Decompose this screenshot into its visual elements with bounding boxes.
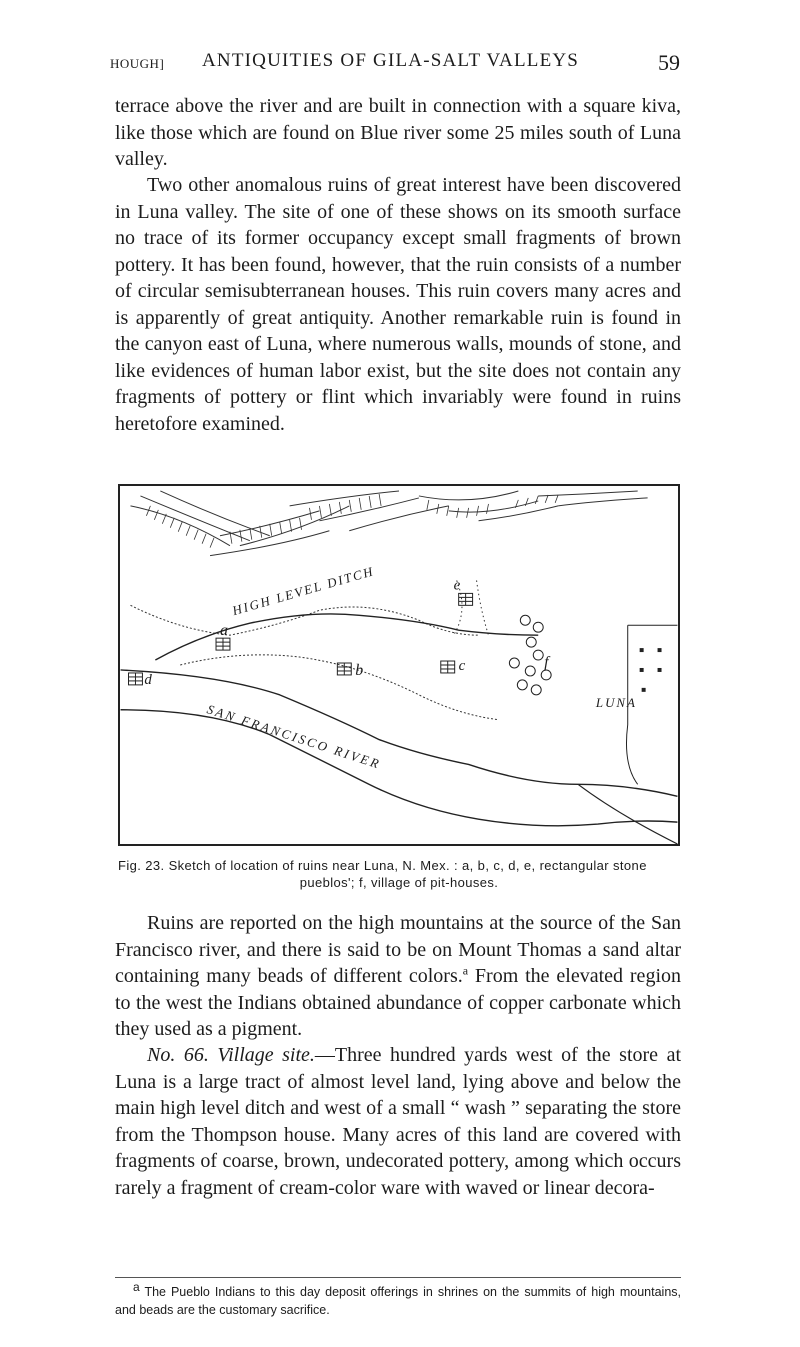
label-river: SAN FRANCISCO RIVER <box>205 701 383 772</box>
label-ditch: HIGH LEVEL DITCH <box>230 563 377 619</box>
site-description: —Three hundred yards west of the store at Luna is a large tract of almost level land, lying above and below the main high level ditch and west of a small “ wash ” separating the store from the Thompson house. Many acres of this land are covered with fragments of coarse, brown, undecorated pottery, among which occurs rarely a fragment of cream-color ware with waved or linear decora- <box>115 1044 681 1199</box>
p3-text-before: Ruins are reported on the high mountains at the source of the San Francisco river, and there is said to be on Mount Thomas a sand altar containing many beads of different colors. <box>115 912 681 987</box>
footnote <box>115 1279 681 1319</box>
sketch-map-svg <box>120 486 678 844</box>
paragraph-mountain-ruins <box>115 910 681 1043</box>
river-bank-south <box>121 710 678 826</box>
terrace-upper <box>131 605 479 635</box>
ruin-c <box>441 661 455 673</box>
label-f: f <box>544 653 549 671</box>
ruin-a <box>216 638 230 650</box>
luna-buildings <box>640 648 662 692</box>
caption-line-2: pueblos'; f, village of pit-houses. <box>299 875 499 890</box>
footnote-ref: a <box>462 963 469 978</box>
label-luna: LUNA <box>595 694 637 710</box>
ruin-d <box>129 673 143 685</box>
p3-text-after: From the elevated region to the west the Indians obtained abundance of copper carbonate which they used as a pigment. <box>115 965 681 1040</box>
caption-line-1: Fig. 23. Sketch of location of ruins near Luna, N. Mex. : a, b, c, d, e, rectangular stone <box>118 858 647 873</box>
header-title: ANTIQUITIES OF GILA-SALT VALLEYS <box>202 50 580 71</box>
figure-sketch-map <box>118 484 680 846</box>
footnote-text: The Pueblo Indians to this day deposit offerings in shrines on the summits of high mountains, and beads are the customary sacrifice. <box>115 1285 681 1317</box>
site-title: Village site. <box>217 1044 315 1066</box>
high-level-ditch <box>155 614 538 660</box>
paragraph-continued: terrace above the river and are built in connection with a square kiva, like those which are found on Blue river some 25 miles south of Luna valley. <box>115 95 681 170</box>
label-e: e <box>453 577 461 594</box>
label-a: a <box>220 622 228 640</box>
header-author: HOUGH] <box>110 56 165 71</box>
label-d: d <box>144 671 152 688</box>
figure-caption <box>118 857 680 891</box>
footnote-marker: a <box>133 1279 140 1294</box>
site-number: No. 66. <box>147 1044 209 1066</box>
label-b: b <box>355 661 364 679</box>
page-number: 59 <box>658 50 680 75</box>
running-header <box>110 50 680 76</box>
mountain-hachures <box>131 491 648 556</box>
ruin-e <box>459 593 473 605</box>
paragraph-village-site <box>115 1042 681 1201</box>
paragraph-anomalous-ruins: Two other anomalous ruins of great interest have been discovered in Luna valley. The site of one of these shows on its smooth surface no trace of its former occupancy except small fragments of brown pottery. It has been found, however, that the ruin consists of a number of circular semisubterranean houses. This ruin covers many acres and is apparently of great antiquity. Another remarkable ruin is found in the canyon east of Luna, where numerous walls, mounds of stone, and like evidences of human labor exist, but the site does not contain any fragments of pottery or flint which invariably were found in ruins heretofore examined. <box>115 174 681 435</box>
label-c: c <box>458 657 466 674</box>
river-bank-north <box>121 670 678 796</box>
canyon-slope-right <box>477 580 489 635</box>
footnote-divider <box>115 1277 681 1278</box>
